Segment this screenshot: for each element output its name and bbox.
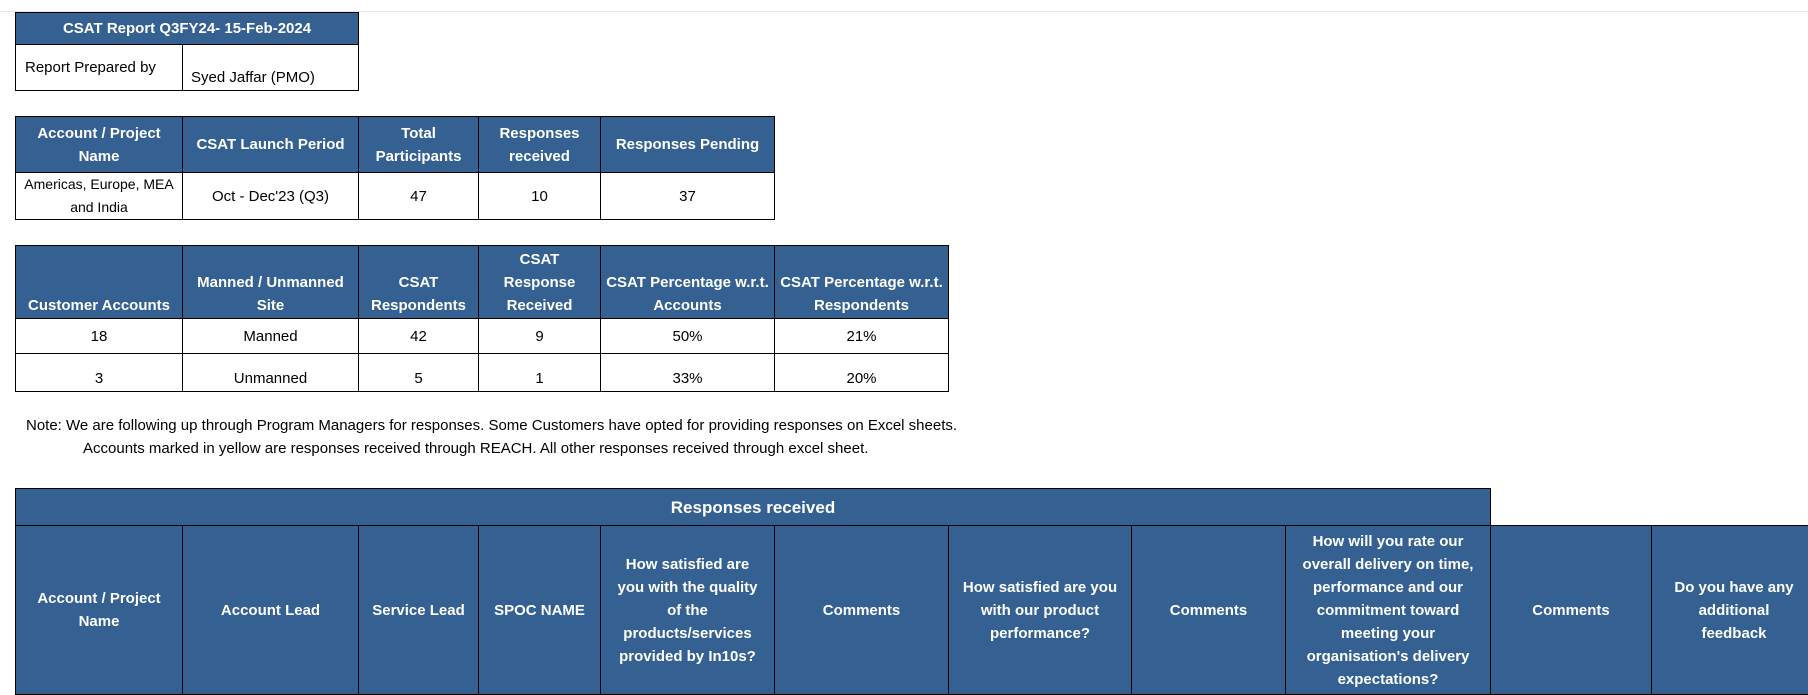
breakdown-row-1-respondents: 42 [358,318,479,354]
summary-launch-period-value: Oct - Dec'23 (Q3) [182,172,359,220]
summary-responses-received-value: 10 [478,172,601,220]
responses-header-spoc-name: SPOC NAME [478,525,601,695]
summary-header-responses-received: Responses received [478,116,601,173]
summary-responses-pending-value: 37 [600,172,775,220]
responses-header-quality-question: How satisfied are you with the quality of the products/services provided by In10s? [600,525,775,695]
breakdown-row-1-received: 9 [478,318,601,354]
breakdown-header-pct-respondents: CSAT Percentage w.r.t. Respondents [774,245,949,319]
breakdown-row-2-received: 1 [478,353,601,392]
breakdown-row-1-accounts: 18 [15,318,183,354]
responses-header-comments-2: Comments [1131,525,1286,695]
summary-header-responses-pending: Responses Pending [600,116,775,173]
note-line-2: Accounts marked in yellow are responses received through REACH. All other responses received through excel sheet. [83,440,869,457]
responses-header-delivery-question: How will you rate our overall delivery on time, performance and our commitment toward meeting your organisation's delivery expectations? [1285,525,1491,695]
breakdown-row-1-pct-accounts: 50% [600,318,775,354]
summary-header-total-participants: Total Participants [358,116,479,173]
summary-header-account: Account / Project Name [15,116,183,173]
breakdown-row-1-site: Manned [182,318,359,354]
responses-header-performance-question: How satisfied are you with our product performance? [948,525,1132,695]
breakdown-row-1-pct-respondents: 21% [774,318,949,354]
breakdown-row-2-accounts: 3 [15,353,183,392]
responses-header-service-lead: Service Lead [358,525,479,695]
responses-header-comments-1: Comments [774,525,949,695]
breakdown-header-pct-accounts: CSAT Percentage w.r.t. Accounts [600,245,775,319]
breakdown-row-2-pct-accounts: 33% [600,353,775,392]
responses-header-account: Account / Project Name [15,525,183,695]
note-line-1: Note: We are following up through Program Managers for responses. Some Customers have opted for providing responses on Excel sheets. [26,417,958,434]
breakdown-header-respondents: CSAT Respondents [358,245,479,319]
summary-total-participants-value: 47 [358,172,479,220]
summary-account-value: Americas, Europe, MEA and India [15,172,183,220]
breakdown-row-2-site: Unmanned [182,353,359,392]
responses-header-additional-feedback: Do you have any additional feedback [1651,525,1808,695]
prepared-by-label: Report Prepared by [15,44,183,91]
report-title: CSAT Report Q3FY24- 15-Feb-2024 [15,12,359,45]
responses-header-account-lead: Account Lead [182,525,359,695]
responses-title: Responses received [15,488,1491,526]
prepared-by-value: Syed Jaffar (PMO) [182,44,359,91]
breakdown-header-customer-accounts: Customer Accounts [15,245,183,319]
breakdown-header-response-received: CSAT Response Received [478,245,601,319]
breakdown-row-2-respondents: 5 [358,353,479,392]
breakdown-row-2-pct-respondents: 20% [774,353,949,392]
summary-header-launch-period: CSAT Launch Period [182,116,359,173]
breakdown-header-site: Manned / Unmanned Site [182,245,359,319]
responses-header-comments-3: Comments [1490,525,1652,695]
